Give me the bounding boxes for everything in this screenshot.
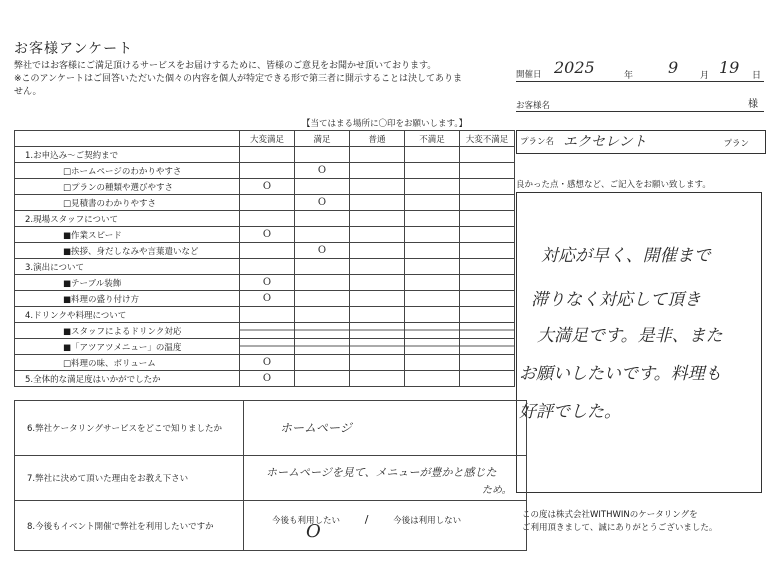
rating-cell[interactable] — [405, 163, 460, 179]
table-row — [15, 211, 515, 227]
table-row — [15, 371, 515, 387]
rating-cell[interactable] — [460, 371, 515, 387]
rating-cell[interactable] — [460, 243, 515, 259]
table-row — [15, 339, 515, 355]
rating-cell[interactable] — [460, 195, 515, 211]
question-table — [14, 400, 527, 551]
option-separator: / — [364, 513, 369, 526]
table-row — [15, 227, 515, 243]
rating-cell[interactable] — [240, 163, 295, 179]
rating-cell[interactable] — [240, 147, 295, 163]
rating-cell[interactable] — [350, 147, 405, 163]
rating-cell[interactable] — [405, 227, 460, 243]
rating-cell[interactable] — [295, 243, 350, 259]
comment-line: お願いしたいです。料理も — [519, 364, 722, 384]
rating-cell[interactable] — [405, 243, 460, 259]
question-label: 8.今後もイベント開催で弊社を利用したいですか — [15, 501, 244, 551]
plan-name-field[interactable] — [516, 130, 766, 154]
closing-message — [522, 509, 717, 535]
rating-cell[interactable] — [295, 259, 350, 275]
answer-cell[interactable] — [244, 456, 527, 501]
rating-cell[interactable] — [460, 211, 515, 227]
rating-cell[interactable] — [460, 163, 515, 179]
date-field[interactable] — [516, 60, 764, 82]
rating-cell[interactable] — [240, 355, 295, 371]
selected-mark: O — [306, 521, 321, 542]
question-row — [15, 401, 527, 456]
rating-cell[interactable] — [295, 195, 350, 211]
rating-cell[interactable] — [240, 323, 295, 339]
rating-cell[interactable] — [405, 323, 460, 339]
rating-cell[interactable] — [350, 275, 405, 291]
plan-suffix: プラン — [723, 139, 749, 149]
rating-cell[interactable] — [405, 371, 460, 387]
rating-cell[interactable] — [350, 339, 405, 355]
intro-line: ※このアンケートはご回答いただいた個々の内容を個人が特定できる形で第三者に開示することは決してありま — [14, 74, 463, 84]
table-row — [15, 195, 515, 211]
date-month: 9 — [668, 58, 679, 77]
option-discontinue[interactable]: 今後は利用しない — [393, 516, 462, 526]
rating-cell[interactable] — [295, 163, 350, 179]
comment-box[interactable] — [516, 192, 762, 493]
table-row — [15, 243, 515, 259]
rating-mark: O — [317, 245, 327, 256]
plan-label: プラン名 — [520, 137, 555, 147]
row-label: 5.全体的な満足度はいかがでしたか — [15, 371, 240, 387]
answer-cell[interactable] — [244, 501, 527, 551]
rating-cell[interactable] — [350, 323, 405, 339]
rating-cell[interactable] — [405, 147, 460, 163]
answer-text: ホームページを見て、メニューが豊かと感じた — [266, 466, 497, 479]
rating-cell[interactable] — [405, 179, 460, 195]
rating-cell[interactable] — [240, 227, 295, 243]
question-label: 6.弊社ケータリングサービスをどこで知りましたか — [15, 401, 244, 456]
rating-cell[interactable] — [350, 259, 405, 275]
row-label: 2.現場スタッフについて — [15, 211, 240, 227]
date-day: 19 — [719, 58, 740, 77]
month-unit: 月 — [700, 71, 710, 81]
comment-line: 好評でした。 — [519, 402, 621, 422]
year-unit: 年 — [624, 71, 634, 81]
answer-text: ホームページ — [280, 421, 352, 435]
rating-cell[interactable] — [240, 339, 295, 355]
rating-cell[interactable] — [405, 355, 460, 371]
rating-cell[interactable] — [240, 211, 295, 227]
rating-cell[interactable] — [240, 259, 295, 275]
rating-cell[interactable] — [240, 275, 295, 291]
rating-cell[interactable] — [240, 243, 295, 259]
rating-cell[interactable] — [350, 163, 405, 179]
row-label: 3.演出について — [15, 259, 240, 275]
table-row — [15, 275, 515, 291]
rating-mark: O — [262, 181, 272, 192]
column-header: 大変不満足 — [460, 131, 515, 147]
rating-cell[interactable] — [350, 371, 405, 387]
rating-cell[interactable] — [405, 275, 460, 291]
rating-cell[interactable] — [295, 291, 350, 307]
table-row — [15, 355, 515, 371]
rating-cell[interactable] — [460, 179, 515, 195]
question-row — [15, 501, 527, 551]
row-label: ■スタッフによるドリンク対応 — [15, 323, 240, 339]
comment-label: 良かった点・感想など、ご記入をお願い致します。 — [516, 180, 711, 190]
rating-cell[interactable] — [350, 243, 405, 259]
rating-cell[interactable] — [460, 259, 515, 275]
intro-text — [14, 60, 504, 99]
rating-cell[interactable] — [405, 291, 460, 307]
customer-name-field[interactable] — [516, 92, 764, 112]
question-row — [15, 456, 527, 501]
customer-label: お客様名 — [516, 101, 551, 111]
rating-cell[interactable] — [295, 307, 350, 323]
comment-line: 大満足です。是非、また — [537, 326, 723, 346]
rating-cell[interactable] — [405, 259, 460, 275]
rating-cell[interactable] — [350, 195, 405, 211]
intro-line: せん。 — [14, 87, 42, 97]
answer-cell[interactable] — [244, 401, 527, 456]
rating-cell[interactable] — [460, 307, 515, 323]
rating-cell[interactable] — [240, 371, 295, 387]
rating-cell[interactable] — [350, 227, 405, 243]
customer-suffix: 様 — [748, 99, 758, 110]
rating-cell[interactable] — [405, 195, 460, 211]
instruction-notice: 【当てはまる場所に〇印をお願いします。】 — [302, 119, 468, 129]
plan-value: エクセレント — [563, 134, 647, 150]
date-year: 2025 — [554, 58, 595, 77]
table-row — [15, 147, 515, 163]
answer-text: ため。 — [482, 485, 512, 496]
column-header: 大変満足 — [240, 131, 295, 147]
table-row — [15, 291, 515, 307]
rating-cell[interactable] — [460, 227, 515, 243]
table-header-row — [15, 131, 515, 147]
row-label: ■料理の盛り付け方 — [15, 291, 240, 307]
rating-cell[interactable] — [460, 355, 515, 371]
table-row — [15, 179, 515, 195]
rating-mark: O — [262, 277, 272, 288]
rating-cell[interactable] — [350, 211, 405, 227]
rating-mark: O — [262, 293, 272, 304]
rating-cell[interactable] — [295, 227, 350, 243]
row-label: 1.お申込み～ご契約まで — [15, 147, 240, 163]
rating-mark: O — [317, 165, 327, 176]
row-label: □ホームページのわかりやすさ — [15, 163, 240, 179]
rating-cell[interactable] — [350, 291, 405, 307]
row-label: ■挨拶、身だしなみや言葉遣いなど — [15, 243, 240, 259]
satisfaction-table — [14, 130, 515, 387]
rating-cell[interactable] — [460, 323, 515, 339]
closing-line: ご利用頂きまして、誠にありがとうございました。 — [522, 523, 718, 533]
rating-cell[interactable] — [350, 307, 405, 323]
date-label: 開催日 — [516, 70, 542, 80]
table-row — [15, 307, 515, 323]
rating-cell[interactable] — [405, 307, 460, 323]
row-label: □プランの種類や選びやすさ — [15, 179, 240, 195]
rating-cell[interactable] — [240, 307, 295, 323]
rating-cell[interactable] — [350, 355, 405, 371]
table-row — [15, 323, 515, 339]
rating-cell[interactable] — [295, 275, 350, 291]
intro-line: 弊社ではお客様にご満足頂けるサービスをお届けするために、皆様のご意見をお聞かせ頂いております。 — [14, 61, 437, 71]
day-unit: 日 — [752, 71, 762, 81]
column-header: 普通 — [350, 131, 405, 147]
rating-mark: O — [262, 373, 272, 384]
column-header: 満足 — [295, 131, 350, 147]
question-label: 7.弊社に決めて頂いた理由をお教え下さい — [15, 456, 244, 501]
row-label: □料理の味、ボリューム — [15, 355, 240, 371]
rating-cell[interactable] — [295, 147, 350, 163]
rating-cell[interactable] — [460, 291, 515, 307]
rating-cell[interactable] — [460, 275, 515, 291]
column-header: 不満足 — [405, 131, 460, 147]
page-title: お客様アンケート — [14, 41, 134, 57]
row-label: □見積書のわかりやすさ — [15, 195, 240, 211]
comment-line: 滞りなく対応して頂き — [531, 290, 701, 310]
rating-cell[interactable] — [295, 355, 350, 371]
rating-mark: O — [262, 357, 272, 368]
row-label: ■「アツアツメニュー」の温度 — [15, 339, 240, 355]
closing-line: この度は株式会社WITHWINのケータリングを — [522, 510, 698, 520]
rating-cell[interactable] — [240, 291, 295, 307]
rating-cell[interactable] — [405, 211, 460, 227]
rating-cell[interactable] — [460, 147, 515, 163]
rating-mark: O — [262, 229, 272, 240]
table-row — [15, 259, 515, 275]
row-label: ■作業スピード — [15, 227, 240, 243]
option-continue[interactable]: 今後も利用したい — [272, 516, 341, 526]
rating-cell[interactable] — [295, 339, 350, 355]
rating-cell[interactable] — [295, 211, 350, 227]
rating-mark: O — [317, 197, 327, 208]
rating-cell[interactable] — [405, 339, 460, 355]
rating-cell[interactable] — [240, 195, 295, 211]
rating-cell[interactable] — [350, 179, 405, 195]
rating-cell[interactable] — [295, 323, 350, 339]
rating-cell[interactable] — [240, 179, 295, 195]
comment-line: 対応が早く、開催まで — [541, 246, 711, 266]
row-label: 4.ドリンクや料理について — [15, 307, 240, 323]
rating-cell[interactable] — [295, 371, 350, 387]
rating-cell[interactable] — [295, 179, 350, 195]
rating-cell[interactable] — [460, 339, 515, 355]
row-label: ■テーブル装飾 — [15, 275, 240, 291]
table-row — [15, 163, 515, 179]
